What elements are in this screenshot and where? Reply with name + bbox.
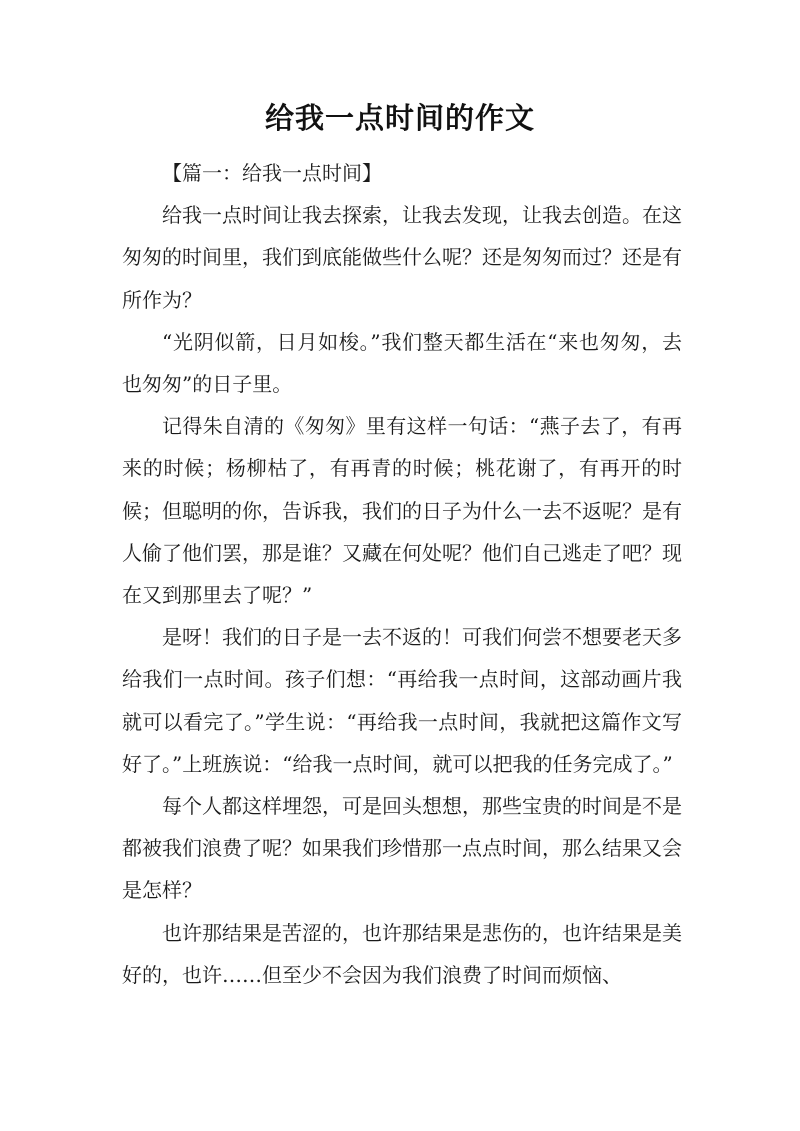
- paragraph-1: 给我一点时间让我去探索，让我去发现，让我去创造。在这匆匆的时间里，我们到底能做些什么呢？还是匆匆而过？还是有所作为？: [122, 203, 682, 312]
- document-body: [122, 152, 682, 996]
- paragraph-5: 每个人都这样埋怨，可是回头想想，那些宝贵的时间是不是都被我们浪费了呢？如果我们珍惜那一点点时间，那么结果又会是怎样？: [122, 794, 682, 903]
- paragraph-4: 是呀！我们的日子是一去不返的！可我们何尝不想要老天多给我们一点时间。孩子们想：“再给我一点时间，这部动画片我就可以看完了。”学生说：“再给我一点时间，我就把这篇作文写好了。”上班族说：“给我一点时间，就可以把我的任务完成了。”: [122, 625, 682, 776]
- paragraph-2: “光阴似箭，日月如梭。”我们整天都生活在“来也匆匆，去也匆匆”的日子里。: [122, 329, 682, 397]
- paragraph-6: 也许那结果是苦涩的，也许那结果是悲伤的，也许结果是美好的，也许……但至少不会因为我们浪费了时间而烦恼、: [122, 920, 682, 987]
- document-title: 给我一点时间的作文: [264, 101, 535, 135]
- paragraph-3: 记得朱自清的《匆匆》里有这样一句话：“燕子去了，有再来的时候；杨柳枯了，有再青的时候；桃花谢了，有再开的时候；但聪明的你，告诉我，我们的日子为什么一去不返呢？是有人偷了他们罢，那是谁？又藏在何处呢？他们自己逃走了吧？现在又到那里去了呢？”: [122, 414, 682, 608]
- section-heading: 【篇一：给我一点时间】: [162, 161, 382, 185]
